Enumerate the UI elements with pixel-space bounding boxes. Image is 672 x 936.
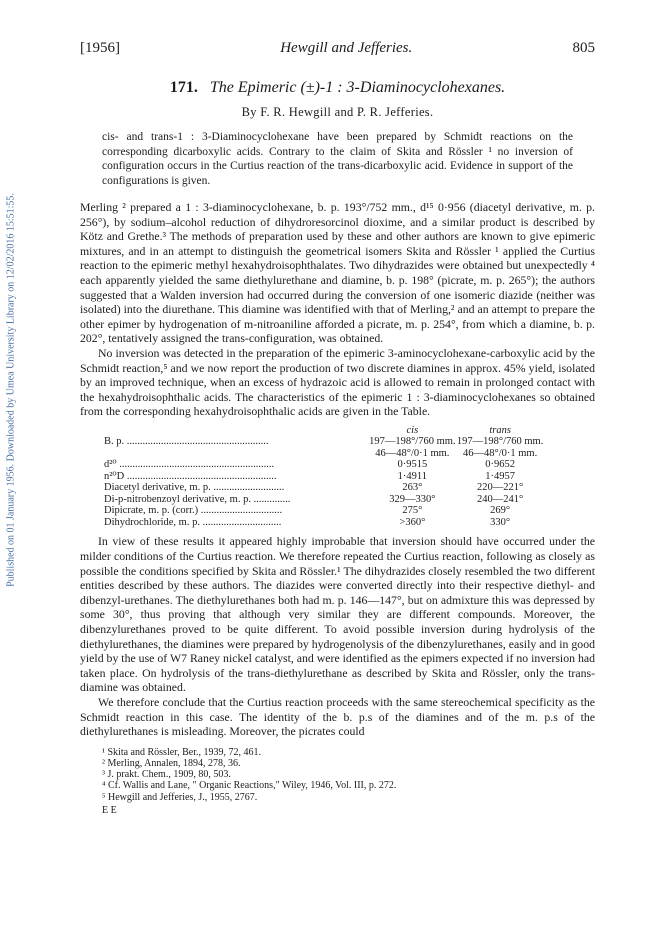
running-header (80, 40, 595, 57)
table-row (104, 482, 544, 494)
header-year: [1956] (80, 40, 120, 56)
article-title-text: The Epimeric (±)-1 : 3-Diaminocyclohexanes. (209, 79, 506, 96)
table-row (104, 436, 544, 448)
footnote: ¹ Skita and Rössler, Ber., 1939, 72, 461. (102, 746, 261, 758)
footnote: ⁴ Cf. Wallis and Lane, " Organic Reactions," Wiley, 1946, Vol. III, p. 272. (102, 780, 397, 792)
body-paragraph-2: No inversion was detected in the preparation of the epimeric 3-aminocyclohexane-carboxylic acid by the Schmidt reaction,⁵ and we now report the production of two discrete diamines in approx. 45% yield, isolated by an improved technique, when an excess of hydrazoic acid is allowed to remain in prolonged contact with the hexahydroisophthalic acids. The characteristics of the epimeric 1 : 3-diaminocyclohexanes so obtained from the corresponding hexahydroisophthalic acids are given in the Table. (80, 345, 595, 419)
article-number: 171. (169, 79, 198, 96)
row-label: Dipicrate, m. p. (corr.) ............................... (104, 505, 283, 517)
cis-value: 329—330° (389, 493, 436, 505)
table-row (104, 517, 544, 529)
trans-value: 330° (490, 516, 511, 528)
paper-page (80, 40, 595, 816)
signature-mark: E E (102, 804, 117, 816)
table-row (104, 471, 544, 483)
body-paragraph-1: Merling ² prepared a 1 : 3-diaminocyclohexane, b. p. 193°/752 mm., d¹⁵ 0·956 (diacetyl derivative, m. p. 256°), by sodium–alcohol reduction of dihydroresorcinol dioxime, and a similar product is described by Kötz and Grethe.³ The methods of preparation used by these and other authors are known to give epimeric mixtures, and in an attempt to distinguish the geometrical isomers Skita and Rössler ¹ applied the Curtius reaction to the epimeric methyl hexahydroisophthalates. Two dihydrazides were obtained but unexpectedly ⁴ each apparently yielded the same diethylurethane and diamine, b. p. 198° (picrate, m. p. 265°); the authors suggested that a Walden inversion had occurred during the conversion of one isomeric diazide (neither was isolated) into the diurethane. This diamine was identified with that of Merling,² and an attempt to prepare the other epimer by hydrogenation of m-nitroaniline afforded a picrate, m. p. 254°, from which a diamine, b. p. 202°, tentatively assigned the trans-configuration, was obtained. (80, 200, 595, 346)
download-notice (2, 140, 20, 640)
footnotes (80, 747, 595, 803)
cis-value: 46—48°/0·1 mm. (375, 447, 450, 459)
row-label (104, 448, 368, 460)
trans-value: 1·4957 (485, 470, 515, 482)
trans-value: 0·9652 (485, 459, 515, 471)
abstract: cis- and trans-1 : 3-Diaminocyclohexane have been prepared by Schmidt reactions on the corresponding dicarboxylic acids. Contrary to the claim of Skita and Rössler ¹ no inversion of configuration occurs in the Curtius reaction of the trans-dicarboxylic acid. Evidence in support of the configurations is given. (102, 131, 573, 187)
footnote: ² Merling, Annalen, 1894, 278, 36. (102, 757, 241, 769)
article-authors: By F. R. Hewgill and P. R. Jefferies. (241, 105, 434, 119)
table-row (104, 505, 544, 517)
row-label: Dihydrochloride, m. p. .............................. (104, 516, 282, 528)
article-title (80, 79, 595, 97)
table-header-trans: trans (489, 424, 511, 436)
cis-value: 275° (402, 505, 423, 517)
body-paragraph-3: In view of these results it appeared highly improbable that inversion should have occurred under the milder conditions of the Curtius reaction. We therefore repeated the Curtius reaction, following as closely as possible the conditions specified by Skita and Rössler.¹ The dihydrazides closely resembled the two different entities described by these authors. The diazides were converted directly into their respective diethyl- and dibenzyl-urethanes. The diethylurethanes both had m. p. 146—147°, but on admixture this was depressed by some 30°, thus proving that although very similar they are different compounds. Moreover, the dibenzylurethanes proved to be quite different. To avoid possible inversion during hydrolysis of the diethylurethanes, the diamines were prepared by hydrogenolysis of the dibenzylurethanes, easily and in good yield by the use of W7 Raney nickel catalyst, and were identified as the epimers expected if no inversion had taken place. On hydrolysis of the trans-diethylurethane as described by Skita and Rössler, only the trans-diamine was obtained. (80, 534, 595, 695)
row-label: Diacetyl derivative, m. p. ........................... (104, 482, 285, 494)
table-row (104, 494, 544, 506)
header-page-number: 805 (572, 40, 595, 56)
cis-value: 1·4911 (397, 470, 428, 482)
footnote: ³ J. prakt. Chem., 1909, 80, 503. (102, 769, 231, 781)
trans-value: 240—241° (477, 493, 524, 505)
row-label: B. p. ...................................................... (104, 436, 269, 448)
trans-value: 269° (490, 505, 511, 517)
table-row (104, 459, 544, 471)
trans-value: 197—198°/760 mm. (456, 436, 544, 448)
row-label: n²⁰D ......................................................... (104, 470, 277, 482)
cis-value: 197—198°/760 mm. (369, 436, 456, 448)
properties-table (104, 425, 544, 529)
body-paragraph-4: We therefore conclude that the Curtius reaction proceeds with the same stereochemical specificity as the Schmidt reaction in this case. The identity of the b. p.s of the diamines and of the m. p.s of the diethylurethanes is misleading. Moreover, the picrates could (80, 694, 595, 739)
row-label: d²⁰ ........................................................... (104, 459, 275, 471)
header-title: Hewgill and Jefferies. (280, 40, 413, 56)
table-header-cis: cis (406, 424, 419, 436)
trans-value: 46—48°/0·1 mm. (463, 447, 538, 459)
row-label: Di-p-nitrobenzoyl derivative, m. p. .............. (104, 493, 291, 505)
cis-value: 0·9515 (397, 459, 428, 471)
cis-value: >360° (399, 516, 426, 528)
table-row (104, 448, 544, 460)
footnote: ⁵ Hewgill and Jefferies, J., 1955, 2767. (102, 791, 258, 803)
download-notice-text: Published on 01 January 1956. Downloaded by Umea University Library on 12/02/2016 15:51:55. (5, 193, 17, 587)
table-header-row (104, 425, 544, 437)
trans-value: 220—221° (477, 482, 524, 494)
cis-value: 263° (402, 482, 423, 494)
